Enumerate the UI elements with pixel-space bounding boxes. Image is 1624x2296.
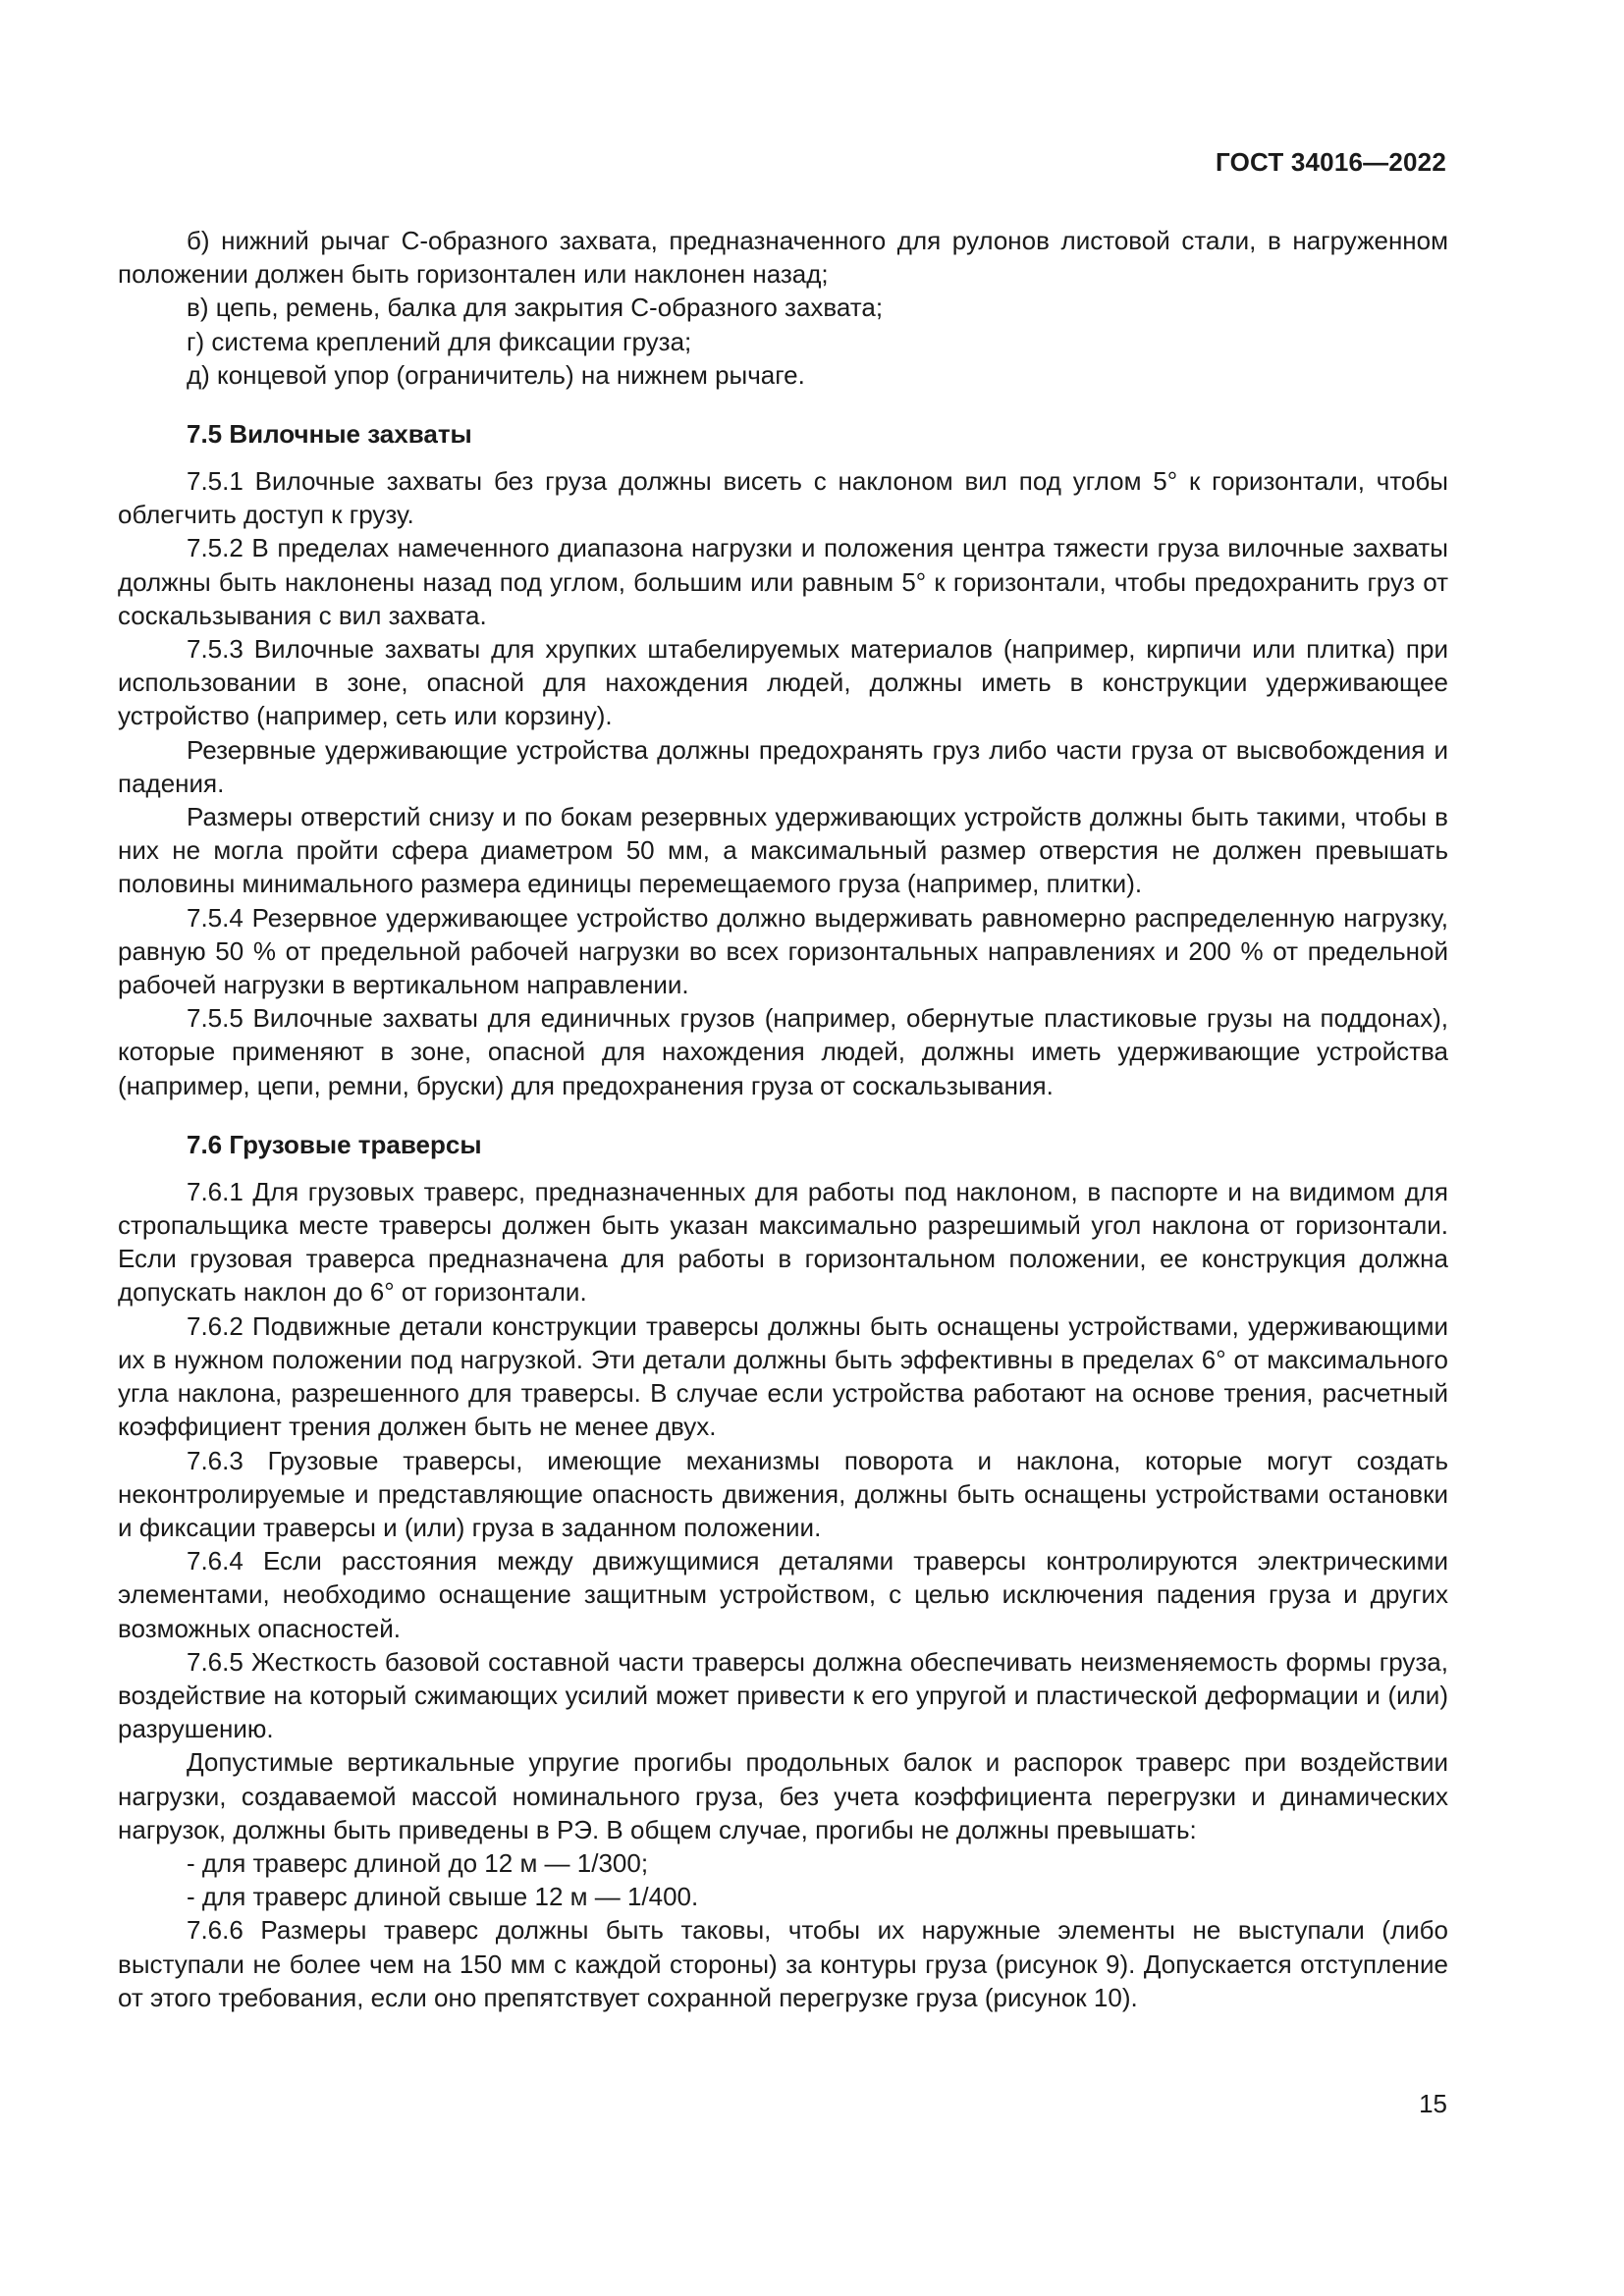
paragraph: 7.6.4 Если расстояния между движущимися деталями траверсы контролируются электрическими элементами, необходимо оснащение защитным устройством, с целью исключения падения груза и других возможных опасностей. (118, 1546, 1448, 1643)
paragraph: 7.5.2 В пределах намеченного диапазона нагрузки и положения центра тяжести груза вилочные захваты должны быть наклонены назад под углом, большим или равным 5° к горизонтали, чтобы предохранить груз от соскальзывания с вил захвата. (118, 533, 1448, 630)
list-item: - для траверс длиной до 12 м — 1/300; (187, 1847, 649, 1878)
paragraph: 7.5.1 Вилочные захваты без груза должны висеть с наклоном вил под углом 5° к горизонтали, чтобы облегчить доступ к грузу. (118, 466, 1448, 530)
section-heading-7-5: 7.5 Вилочные захваты (187, 419, 472, 450)
paragraph: 7.6.6 Размеры траверс должны быть таковы, чтобы их наружные элементы не выступали (либо выступали не более чем на 150 мм с каждой стороны) за контуры груза (рисунок 9). Допускается отступление от этого требования, если оно препятствует сохранной перегрузке груза (рисунок 10). (118, 1915, 1448, 2012)
paragraph: 7.5.5 Вилочные захваты для единичных грузов (например, обернутые пластиковые грузы на поддонах), которые применяют в зоне, опасной для нахождения людей, должны иметь удерживающие устройства (например, цепи, ремни, бруски) для предохранения груза от соскальзывания. (118, 1003, 1448, 1100)
paragraph: 7.6.3 Грузовые траверсы, имеющие механизмы поворота и наклона, которые могут создать неконтролируемые и представляющие опасность движения, должны быть оснащены устройствами остановки и фиксации траверсы и (или) груза в заданном положении. (118, 1445, 1448, 1542)
paragraph: Резервные удерживающие устройства должны предохранять груз либо части груза от высвобождения и падения. (118, 734, 1448, 798)
paragraph: Размеры отверстий снизу и по бокам резервных удерживающих устройств должны быть такими, чтобы в них не могла пройти сфера диаметром 50 мм, а максимальный размер отверстия не должен превышать половины минимального размера единицы перемещаемого груза (например, плитки). (118, 802, 1448, 899)
document-code-header: ГОСТ 34016—2022 (1216, 147, 1446, 177)
paragraph: 7.5.3 Вилочные захваты для хрупких штабелируемых материалов (например, кирпичи или плитка) при использовании в зоне, опасной для нахождения людей, должны иметь в конструкции удерживающее устройство (например, сеть или корзину). (118, 634, 1448, 731)
list-item: г) система креплений для фиксации груза; (187, 326, 692, 356)
paragraph: Допустимые вертикальные упругие прогибы продольных балок и распорок траверс при воздействии нагрузки, создаваемой массой номинального груза, без учета коэффициента перегрузки и динамических нагрузок, должны быть приведены в РЭ. В общем случае, прогибы не должны превышать: (118, 1747, 1448, 1844)
list-item: в) цепь, ремень, балка для закрытия С-образного захвата; (187, 293, 884, 323)
section-heading-7-6: 7.6 Грузовые траверсы (187, 1129, 482, 1159)
list-item: б) нижний рычаг С-образного захвата, предназначенного для рулонов листовой стали, в нагруженном положении должен быть горизонтален или наклонен назад; (118, 226, 1448, 290)
list-item: - для траверс длиной свыше 12 м — 1/400. (187, 1882, 699, 1912)
page-number: 15 (1419, 2089, 1447, 2118)
paragraph: 7.6.2 Подвижные детали конструкции траверсы должны быть оснащены устройствами, удерживающими их в нужном положении под нагрузкой. Эти детали должны быть эффективны в пределах 6° от максимального угла наклона, разрешенного для траверсы. В случае если устройства работают на основе трения, расчетный коэффициент трения должен быть не менее двух. (118, 1310, 1448, 1442)
paragraph: 7.6.1 Для грузовых траверс, предназначенных для работы под наклоном, в паспорте и на видимом для стропальщика месте траверсы должен быть указан максимально разрешимый угол наклона от горизонтали. Если грузовая траверса предназначена для работы в горизонтальном положении, ее конструкция должна допускать наклон до 6° от горизонтали. (118, 1176, 1448, 1308)
paragraph: 7.6.5 Жесткость базовой составной части траверсы должна обеспечивать неизменяемость формы груза, воздействие на который сжимающих усилий может привести к его упругой и пластической деформации и (или) разрушению. (118, 1646, 1448, 1744)
page-content (118, 224, 1448, 2014)
paragraph: 7.5.4 Резервное удерживающее устройство должно выдерживать равномерно распределенную нагрузку, равную 50 % от предельной рабочей нагрузки во всех горизонтальных направлениях и 200 % от предельной рабочей нагрузки в вертикальном направлении. (118, 902, 1448, 1000)
list-item: д) концевой упор (ограничитель) на нижнем рычаге. (187, 359, 805, 390)
